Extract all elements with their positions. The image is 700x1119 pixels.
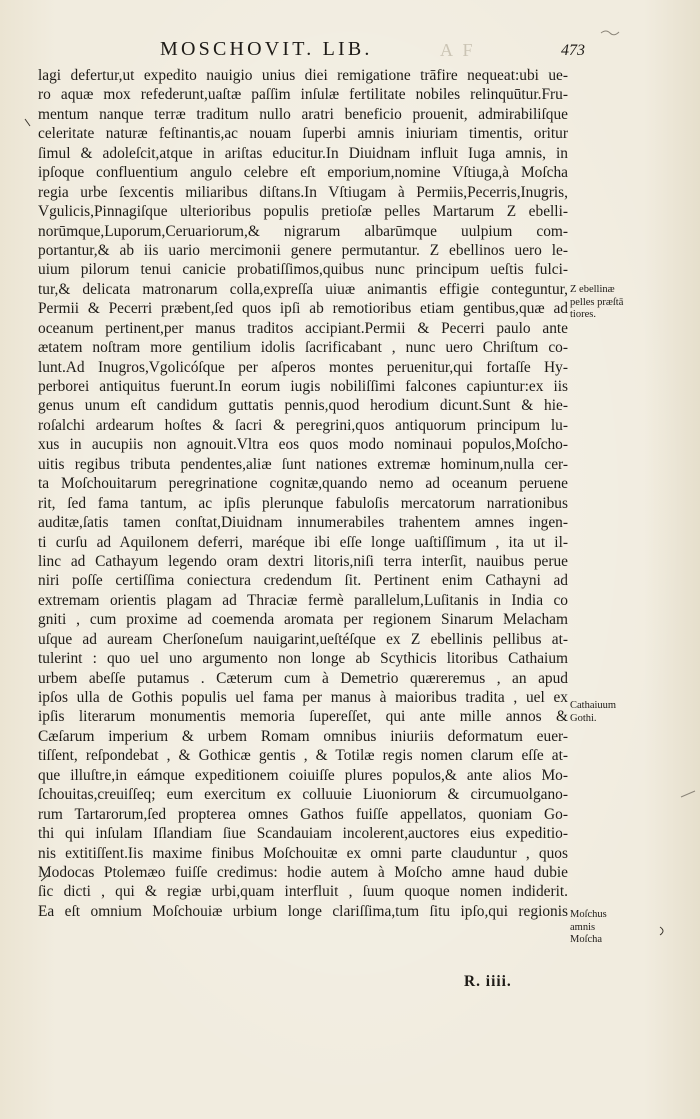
text-line: nis extitiſſent.Iis maxime finibus Moſchouitæ ex omni parte clauduntur , quos [38, 844, 568, 862]
text-line: tulerint : quo uel uno argumento non longe ab Scythicis litoribus Cathaium [38, 650, 568, 668]
text-line: norūmque,Luporum,Ceruariorum,& nigrarum albarūmque uulpium com- [38, 222, 568, 240]
text-line: lunt.Ad Inugros,Vgolicóſque per aſperos montes peruenitur,qui fortaſſe Hy- [38, 358, 568, 376]
ink-mark-icon [680, 790, 696, 798]
text-line: oceanum pertinent,per manus traditos accipiant.Permii & Pecerri paulo ante [38, 319, 568, 337]
text-line: perborei antiquitus fuerunt.In eorum iugis nobiliſſimi falcones capiuntur:ex iis [38, 378, 568, 395]
main-text-block [38, 66, 568, 921]
text-line: portantur,& ab iis uario mercimonii genere permutantur. Z ebellinos uero le- [38, 241, 568, 259]
text-line: Permii & Pecerri præbent,ſed quos ipſi ab remotioribus etiam gentibus,quæ ad [38, 300, 568, 318]
ink-mark-icon [600, 28, 620, 36]
ink-mark-icon [658, 925, 668, 937]
text-line: Cæſarum imperium & urbem Romam omnibus iniuriis deformatum euer- [38, 727, 568, 745]
text-line: extremam orientis plagam ad Thraciæ fermè parallelum,Luſitanis in India co [38, 591, 568, 609]
text-line: ætatem noſtram more gentilium idolis ſacrificabant , nunc uero Chriſtum co- [38, 339, 568, 357]
text-line: ipſis literarum monumentis memoria ſupereſſet, qui ante mille annos & [38, 708, 568, 726]
text-line: ſchouitas,creuiſſeq; eum exercitum ex colluuie Liuoniorum & circumuolgano- [38, 786, 568, 804]
bleed-through-text: A F [440, 40, 476, 60]
text-line: Modocas Ptolemæo fuiſſe credimus: hodie autem à Moſcho amne haud dubie [38, 863, 568, 881]
text-line: thi qui inſulam Iſlandiam ſiue Scandauiam incolerent,auctores eius expeditio- [38, 825, 568, 843]
margin-note-moschus [570, 909, 607, 947]
text-line: linc ad Cathayum legendo oram dextri litoris,niſi terra interſit, nauibus perue [38, 552, 568, 570]
catchword-signature: R. iiii. [464, 973, 512, 990]
text-line: uſque ad auream Cherſoneſum nauigarint,ueſtéſque ex Z ebellinis pellibus at- [38, 630, 568, 648]
margin-note-line: Cathaiuum [570, 700, 617, 711]
text-line: ſic dicti , qui & regiæ urbi,quam interfluit , ſuum quoque nomen indiderit. [38, 883, 568, 901]
page-number: 473 [561, 42, 585, 59]
margin-note-line: pelles præſtā [570, 296, 624, 308]
text-line: urbem abeſſe putamus . Cæterum cum à Demetrio quæreremus , an apud [38, 669, 568, 687]
text-line: xus in aucupiis non agnouit.Vltra eos quos modo nominaui populos,Moſcho- [38, 436, 568, 454]
text-line: mentum nanque terræ traditum nullo aratri beneficio prouenit, admirabiliſque [38, 105, 568, 123]
text-line: roſalchi ardearum hoſtes & ſacri & peregrini,quos antiquorum principum lu- [38, 416, 568, 434]
margin-note-line: Z ebellinæ [570, 284, 615, 295]
text-line: ſimul & adoleſcit,atque in ariſtas educitur.In Diuidnam influit Iuga amnis, in [38, 144, 568, 162]
text-line: tiſſent, reſpondebat , & Gothicæ gentis , & Totilæ regis nomen clarum eſſe at- [38, 747, 568, 765]
text-line: ipſoque confluentium angulo celebre eſt emporium,nomine Vſtiuga,à Moſcha [38, 164, 568, 182]
margin-note-line: tiores. [570, 309, 596, 320]
text-line: ro aquæ mox refederunt,uaſtæ paſſim inſulæ fertilitate nobiles relinquūtur.Fru- [38, 86, 568, 104]
text-line: que illuſtre,in eámque expeditionem coiuiſſe plures populos,& ante alios Mo- [38, 766, 568, 784]
text-line: rum Tartarorum,ſed propterea omnes Gathos fuiſſe appellatos, quoniam Go- [38, 805, 568, 823]
text-line: tur,& delicata matronarum colla,expreſſa uiuæ animantis effigie conteguntur, [38, 280, 568, 298]
margin-note-zebellinae [570, 284, 623, 322]
running-head-title: MOSCHOVIT. LIB. [160, 38, 373, 60]
ink-mark-icon [40, 873, 50, 883]
text-line: ti curſu ad Aquilonem deferri, maréque ibi eſſe longe uaſtiſſimum , ita ut il- [38, 533, 568, 551]
text-line: Vgulicis,Pinnagiſque ulterioribus populis pretioſæ pelles Martarum Z ebelli- [38, 203, 568, 221]
ink-mark-icon [24, 118, 32, 128]
text-line: celeritate naturæ feſtinantis,ac nouam ſuperbi amnis iniuriam timentis, oritur [38, 125, 568, 143]
text-line: uitis regibus tributa pendentes,aliæ ſunt nationes extremæ hominum,nulla cer- [38, 455, 568, 473]
text-line: rit, ſed fama tantum, ac ipſis plerunque fabuloſis mercatorum narrationibus [38, 494, 568, 512]
text-line: auditæ,ſatis tamen conſtat,Diuidnam innumerabiles trahentem amnes ingen- [38, 514, 568, 532]
text-line: regia urbe ſexcentis miliaribus diſtans.In Vſtiugam à Permiis,Pecerris,Inugris, [38, 183, 568, 201]
margin-note-cathaium [570, 700, 616, 725]
text-line: gniti , cum proxime ad coemenda aromata per regionem Sinarum Melacham [38, 611, 568, 629]
text-line: uium pilorum tenui canicie probatiſſimos,quibus nunc principum ueſtis fulci- [38, 261, 568, 279]
margin-note-line: amnis [570, 921, 596, 933]
margin-note-line: Gothi. [570, 712, 597, 724]
text-line: ipſos ulla de Gothis populis uel fama per manus à maioribus tradita , uel ex [38, 689, 568, 706]
text-line: ta Moſchouitarum peregrinatione cognitæ,quando nemo ad oceanum peruene [38, 475, 568, 493]
text-line: Ea eſt omnium Moſchouiæ urbium longe clariſſima,tum ſitu ipſo,qui regionis [38, 902, 568, 920]
margin-note-line: Moſcha [570, 934, 603, 945]
text-line: genus unum eſt candidum guttatis pennis,quod herodium dicunt.Sunt & hie- [38, 397, 568, 415]
text-line: lagi defertur,ut expedito nauigio unius diei remigatione trāfire nequeat:ubi ue- [38, 67, 568, 84]
text-line: niri poſſe certiſſima coniectura credendum ſit. Pertinent enim Cathayni ad [38, 572, 568, 590]
margin-note-line: Moſchus [570, 909, 607, 920]
